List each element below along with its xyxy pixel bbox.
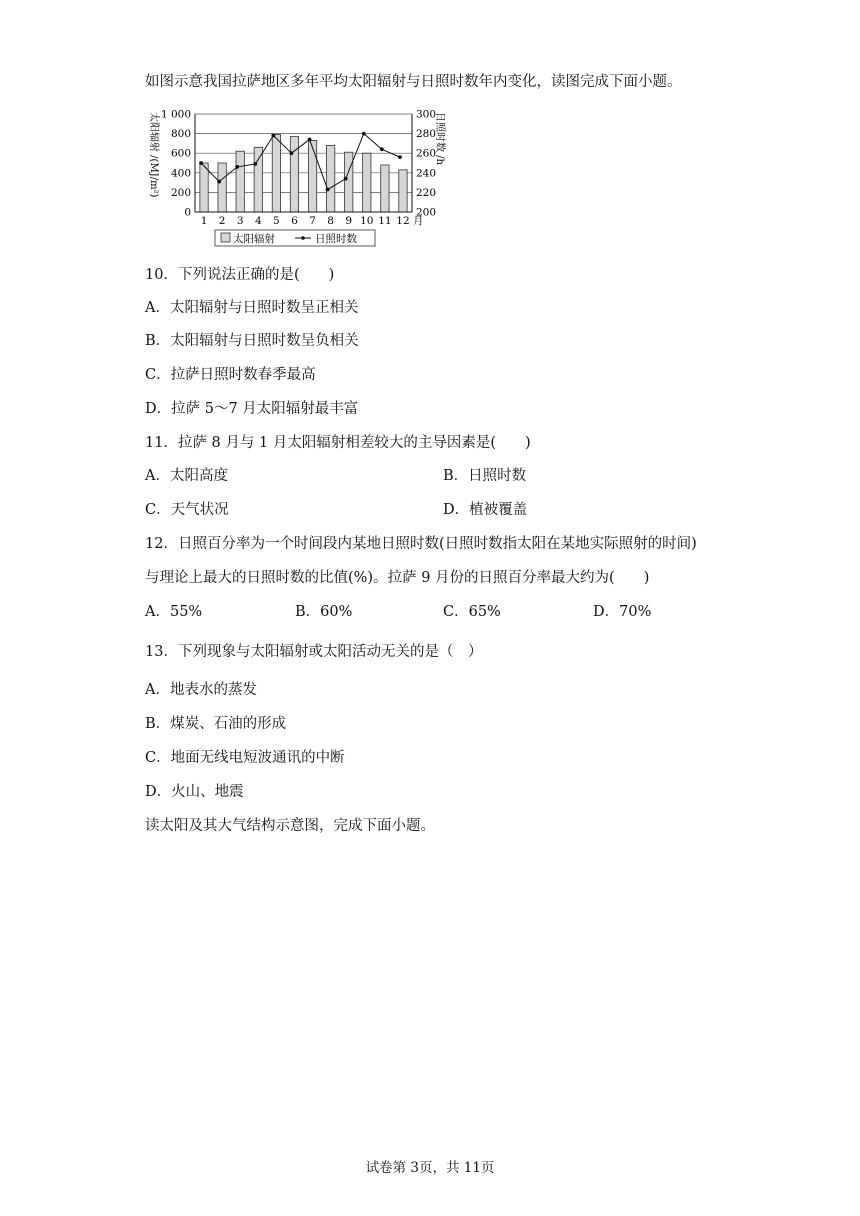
radiation-bar xyxy=(200,163,208,212)
x-tick-label: 9 xyxy=(345,215,353,227)
left-tick-label: 800 xyxy=(170,128,191,141)
right-tick-label: 260 xyxy=(416,147,437,160)
chart-axes xyxy=(195,114,412,212)
x-tick-labels xyxy=(201,215,424,227)
right-axis-label: 日照时数 /h xyxy=(434,112,445,165)
left-tick-labels xyxy=(161,109,191,219)
legend-line-label: 日照时数 xyxy=(315,233,357,245)
x-tick-label: 8 xyxy=(327,215,334,227)
x-tick-label: 4 xyxy=(254,215,262,227)
left-tick-label: 1 000 xyxy=(160,108,191,121)
q11-option-d[interactable]: D．植被覆盖 xyxy=(443,502,528,518)
left-tick-label: 400 xyxy=(170,167,191,180)
q12-option-c[interactable]: C．65% xyxy=(443,604,501,620)
sunshine-point xyxy=(308,138,312,142)
x-tick-label: 6 xyxy=(291,215,298,227)
page-footer: 试卷第 3页，共 11页 xyxy=(365,1160,495,1176)
chart-legend xyxy=(215,230,375,246)
q11-option-b[interactable]: B．日照时数 xyxy=(443,468,527,484)
right-tick-label: 300 xyxy=(416,108,437,121)
q12-stem-line1: 12．日照百分率为一个时间段内某地日照时数(日照时数指太阳在某地实际照射的时间) xyxy=(145,536,697,552)
radiation-bar xyxy=(326,145,334,212)
q11-stem: 11．拉萨 8 月与 1 月太阳辐射相差较大的主导因素是( ) xyxy=(145,435,531,451)
legend-line-marker xyxy=(301,236,305,240)
q12-stem-line2: 与理论上最大的日照时数的比值(%)。拉萨 9 月份的日照百分率最大约为( ) xyxy=(145,570,650,586)
q10-option-c[interactable]: C．拉萨日照时数春季最高 xyxy=(145,367,316,383)
sunshine-point xyxy=(362,132,366,136)
q13-stem: 13．下列现象与太阳辐射或太阳活动无关的是（ ） xyxy=(145,644,483,660)
legend-bar-label: 太阳辐射 xyxy=(233,233,275,245)
q12-option-b[interactable]: B．60% xyxy=(295,604,353,620)
q12-option-a[interactable]: A．55% xyxy=(145,604,203,620)
radiation-bar xyxy=(399,170,407,212)
x-tick-label: 5 xyxy=(273,215,280,227)
x-tick-label: 10 xyxy=(360,215,374,227)
sunshine-point xyxy=(326,188,330,192)
left-tick-label: 200 xyxy=(170,186,191,199)
q13-option-c[interactable]: C．地面无线电短波通讯的中断 xyxy=(145,750,345,766)
outro-text: 读太阳及其大气结构示意图，完成下面小题。 xyxy=(145,818,435,834)
x-tick-label: 11 xyxy=(378,215,392,227)
sunshine-point xyxy=(344,177,348,181)
right-tick-label: 200 xyxy=(416,206,437,219)
q13-option-a[interactable]: A．地表水的蒸发 xyxy=(145,682,257,698)
x-unit-label: 月 xyxy=(413,215,424,227)
radiation-bar xyxy=(218,163,226,212)
q13-option-b[interactable]: B．煤炭、石油的形成 xyxy=(145,716,287,732)
radiation-bars xyxy=(200,135,407,212)
q10-stem: 10．下列说法正确的是( ) xyxy=(145,267,335,283)
x-tick-label: 7 xyxy=(309,215,316,227)
x-tick-label: 3 xyxy=(236,215,244,227)
sunshine-point xyxy=(290,151,294,155)
right-tick-label: 240 xyxy=(416,167,437,180)
sunshine-point xyxy=(235,165,239,169)
right-tick-label: 280 xyxy=(416,128,437,141)
sunshine-point xyxy=(253,162,257,166)
sunshine-line xyxy=(199,132,402,192)
right-tick-label: 220 xyxy=(416,186,437,199)
q12-option-d[interactable]: D．70% xyxy=(593,604,652,620)
x-tick-label: 12 xyxy=(396,215,410,227)
radiation-bar xyxy=(381,165,389,212)
radiation-bar xyxy=(308,140,316,212)
radiation-bar xyxy=(363,153,371,212)
sunshine-point xyxy=(199,161,203,165)
q11-option-a[interactable]: A．太阳高度 xyxy=(145,468,228,484)
radiation-bar xyxy=(272,135,280,212)
q13-option-d[interactable]: D．火山、地震 xyxy=(145,784,244,800)
q10-option-b[interactable]: B．太阳辐射与日照时数呈负相关 xyxy=(145,333,359,349)
left-tick-label: 600 xyxy=(170,147,191,160)
q10-option-d[interactable]: D．拉萨 5～7 月太阳辐射最丰富 xyxy=(145,401,359,417)
radiation-sunshine-chart xyxy=(145,104,445,252)
x-tick-label: 2 xyxy=(218,215,226,227)
radiation-bar xyxy=(236,151,244,212)
sunshine-point xyxy=(398,155,402,159)
radiation-bar xyxy=(345,152,353,212)
radiation-bar xyxy=(254,147,262,212)
sunshine-point xyxy=(271,134,275,138)
left-axis-label: 太阳辐射 /(MJ/m²) xyxy=(148,112,159,198)
sunshine-point xyxy=(380,147,384,151)
sunshine-point xyxy=(217,180,221,184)
q11-option-c[interactable]: C．天气状况 xyxy=(145,502,229,518)
intro-text: 如图示意我国拉萨地区多年平均太阳辐射与日照时数年内变化，读图完成下面小题。 xyxy=(145,74,682,90)
legend-bar-swatch xyxy=(221,233,230,242)
chart-grid xyxy=(195,114,412,212)
right-tick-labels xyxy=(416,109,436,219)
radiation-bar xyxy=(290,137,298,212)
x-tick-label: 1 xyxy=(200,215,208,227)
left-tick-label: 0 xyxy=(184,206,191,219)
q10-option-a[interactable]: A．太阳辐射与日照时数呈正相关 xyxy=(145,300,359,316)
